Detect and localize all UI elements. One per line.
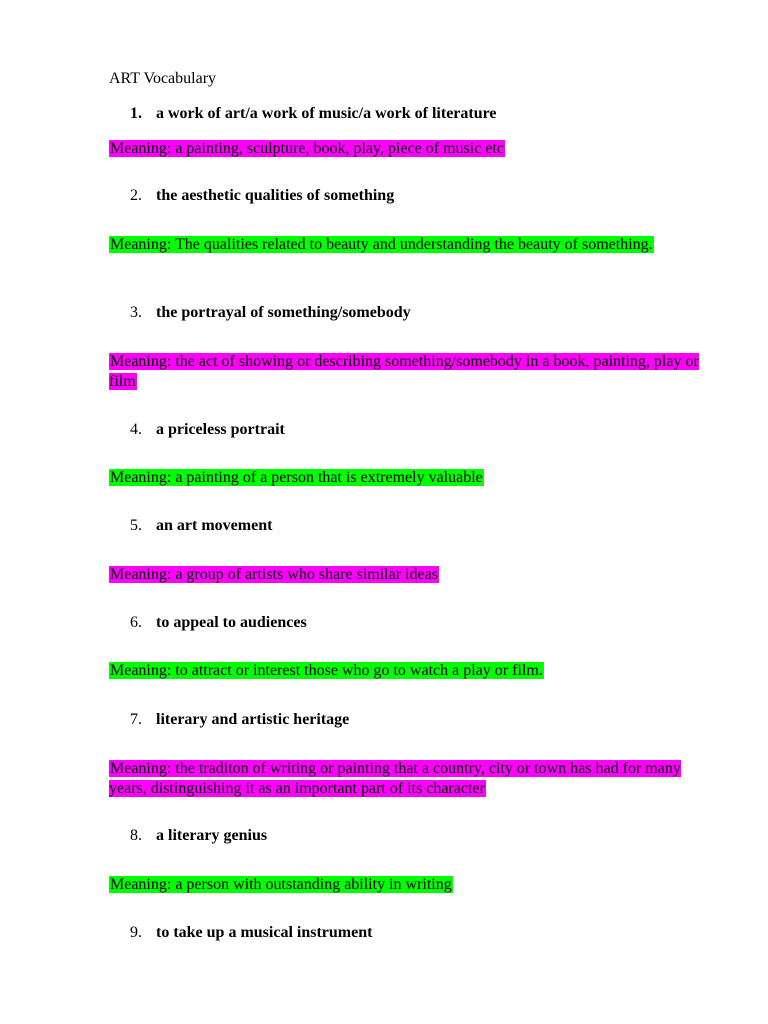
item-number: 6. — [130, 614, 142, 631]
meaning-text: Meaning: to attract or interest those who go to watch a play or film. — [110, 662, 543, 679]
item-term: to take up a musical instrument — [156, 924, 373, 941]
meaning-text: Meaning: the act of showing or describing something/somebody in a book, painting, play or film — [109, 353, 699, 390]
meaning-3 — [109, 352, 714, 392]
meaning-5 — [109, 565, 714, 585]
item-term: an art movement — [156, 517, 273, 534]
meaning-text: Meaning: a painting, sculpture, book, play, piece of music etc — [110, 140, 504, 157]
item-number: 2. — [130, 187, 142, 204]
meaning-4 — [109, 468, 714, 488]
vocab-item-4 — [130, 420, 285, 440]
meaning-text: Meaning: a group of artists who share similar ideas — [110, 566, 438, 583]
meaning-text: Meaning: a painting of a person that is extremely valuable — [110, 469, 483, 486]
meaning-text: Meaning: a person with outstanding ability in writing — [110, 876, 452, 893]
vocab-item-5 — [130, 516, 272, 536]
item-number: 5. — [130, 517, 142, 534]
vocab-item-7 — [130, 710, 349, 730]
meaning-text: Meaning: The qualities related to beauty and understanding the beauty of something. — [110, 236, 653, 253]
meaning-7 — [109, 759, 714, 799]
vocab-item-6 — [130, 613, 307, 633]
item-number: 8. — [130, 827, 142, 844]
item-term: a work of art/a work of music/a work of literature — [156, 105, 497, 122]
item-term: the aesthetic qualities of something — [156, 187, 395, 204]
meaning-8 — [109, 875, 714, 895]
item-number: 3. — [130, 304, 142, 321]
vocab-item-2 — [130, 186, 394, 206]
item-number: 4. — [130, 421, 142, 438]
item-number: 9. — [130, 924, 142, 941]
meaning-6 — [109, 661, 714, 681]
item-number: 7. — [130, 711, 142, 728]
vocab-item-9 — [130, 923, 372, 943]
document-title: ART Vocabulary — [109, 70, 217, 87]
item-term: a literary genius — [156, 827, 268, 844]
vocab-item-3 — [130, 303, 411, 323]
meaning-text: Meaning: the traditon of writing or painting that a country, city or town has had for many years, distinguishing it as an important part of its character — [109, 760, 681, 797]
item-term: a priceless portrait — [156, 421, 285, 438]
meaning-1 — [109, 139, 714, 159]
meaning-2 — [109, 235, 714, 255]
vocab-item-1 — [130, 104, 497, 124]
item-term: literary and artistic heritage — [156, 711, 350, 728]
item-term: to appeal to audiences — [156, 614, 307, 631]
vocab-item-8 — [130, 826, 267, 846]
item-term: the portrayal of something/somebody — [156, 304, 411, 321]
item-number: 1. — [130, 105, 142, 122]
